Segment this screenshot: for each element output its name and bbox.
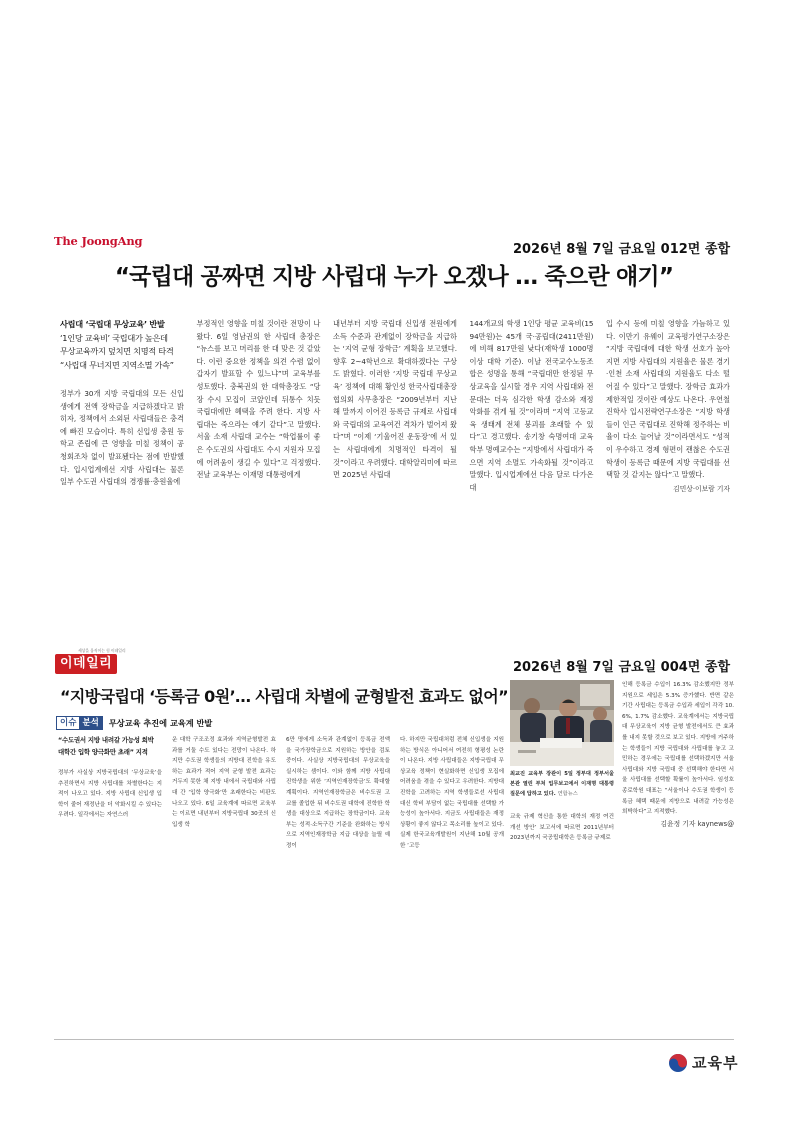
article2-paragraph: 다. 하지만 국립대처럼 전체 신입생을 지원하는 방식은 아니어서 여전히 형평성 논란이 나온다. 지방 사립대들은 지방국립대 무상교육 정책이 현실화하면 신입생 모집에 어려움을 겪을 수 있다고 우려한다. 지방대 진학을 고려하는 지역 학생들로선 사립대 대신 학비 부담이 없는 국립대를 선택할 가능성이 높아서다. 지금도 사립대들은 재정 상황이 좋지 않다고 목소리를 높이고 있다. 실제 한국교육개발원이 지난해 10월 공개한 ‘고등 [400,737,504,849]
footer-divider [54,1039,734,1040]
article1-paragraph: 입 수시 등에 미칠 영향을 가늠하고 있다. 이만기 유웨이 교육평가연구소장은 “지방 국립대에 대한 학생 선호가 높아지면 지방 사립대의 지원율은 물론 경기·인천 소재 사립대의 지원율도 다소 떨어질 수 있다”고 말했다. 장학금 효과가 제한적일 것이란 예상도 나온다. 우연철 진학사 입시전략연구소장은 “지방 학생들이 인근 국립대로 진학해 정주하는 비율이 다소 늘어날 것”이라면서도 “성적이 우수하고 경제 형편이 괜찮은 수도권 학생이 등록금 때문에 지방 국립대를 선택할 것 같지는 않다”고 말했다. [606,319,730,480]
article2-column-1 [58,735,162,819]
article1-byline: 김민상·이보람 기자 [673,484,730,493]
article2-subheads [58,735,162,758]
article1-column-1 [60,318,184,498]
article2-column-2 [172,735,276,828]
article2-tag-title: 무상교육 추진에 교육계 반발 [108,717,213,728]
article2-paragraph: 인해 등록금 수입이 16.3% 감소했지만 정부 지원으로 세입은 5.3% 증가했다. 반면 같은 기간 사립대는 등록금 수입과 세입이 각각 10.6%, 1.7% 감소했다. 교육계에서는 지방국립대 무상교육이 지방 균형 발전에서도 큰 효과를 내지 못할 것으로 보고 있다. 지방에 거주하는 학생들이 지방 국립대와 사립대를 놓고 고민하는 경우에는 국립대를 선택하겠지만 서울 사립대와 지방 국립대 중 선택해야 한다면 서울 사립대를 선택할 확률이 높아서다. 임성호 종로학원 대표는 “서울이나 수도권 학생이 등록금 혜택 때문에 지방으로 내려갈 가능성은 희박하다”고 지적했다. [622,682,734,816]
joongang-logo: The JoongAng [54,234,143,248]
article1-subhead: “사립대 무너지면 지역소멸 가속” [60,359,174,370]
article1-paragraph: 내년부터 지방 국립대 신입생 전원에게 소득 수준과 관계없이 장학금을 지급하는 ‘지역 균형 장학금’ 계획을 보고했다. 향후 2~4학년으로 확대하겠다는 구상도 밝혔다. 이러한 ‘지방 국립대 무상교육’ 정책에 대해 황인성 한국사립대총장협의회 사무총장은 “2009년부터 지난해 말까지 이어진 등록금 규제로 사립대와 국립대의 교육여건 격차가 벌어져 왔다”며 “이제 ‘기울어진 운동장’에 서 있는 사립대에게 치명적인 타격이 될 것”이라고 우려했다. 대학알리미에 따르면 2025년 사립대 [333,319,457,480]
article1-column-5 [606,318,730,498]
article2-photo-caption [510,770,614,799]
article2-body [58,735,504,849]
article1-subhead: 무상교육까지 덮치면 치명적 타격 [60,346,174,356]
article2-paragraph: 정부가 사실상 지방국립대의 ‘무상교육’을 추진하면서 지방 사립대를 차별한다는 지적이 나오고 있다. 지방 사립대 신입생 입학이 줄어 재정난을 더 악화시킬 수 있다는 우려다. 일각에서는 자연스러 [58,770,162,819]
article2-headline: “지방국립대 ‘등록금 0원’… 사립대 차별에 균형발전 효과도 없어” [60,687,509,706]
article2-subhead: 대학간 입학 양극화만 초래” 지적 [58,747,148,756]
article1-column-2 [197,318,321,498]
article2-paragraph: 운 대학 구조조정 효과와 지역균형발전 효과를 거둘 수도 있다는 전망이 나온다. 하지만 수도권 학생들의 지방대 진학을 유도하는 효과가 적어 지역 균형 발전 효과는 거두지 못한 채 지방 내에서 국립대와 사립대 간 ‘입학 양극화’만 초래한다는 비판도 나오고 있다. 6일 교육계에 따르면 교육부는 이르면 내년부터 지방국립대 30곳의 신입생 학 [172,737,276,828]
article2-column-4 [400,735,504,849]
article2-paragraph: 6만 명에게 소득과 관계없이 등록금 전액을 국가장학금으로 지원하는 방안을 검토 중이다. 사실상 지방국립대의 무상교육을 실시하는 셈이다. 이와 함께 지방 사립대 진학생을 위한 ‘지역인재장학금’도 확대할 계획이다. 지역인재장학금은 비수도권 고교를 졸업한 뒤 비수도권 대학에 진학한 학생을 대상으로 지급하는 장학금이다. 교육부는 성적·소득구간 기준을 완화하는 방식으로 지역인재장학금 지급 대상을 늘릴 예정이 [286,737,390,849]
article1-paragraph: 정부가 30개 지방 국립대의 모든 신입생에게 전액 장학금을 지급하겠다고 밝히자, 정책에서 소외된 사립대들은 충격에 빠진 모습이다. 특히 신입생 충원 등 학교 존립에 큰 영향을 미칠 정책이 공청회조차 없이 발표됐다는 점에 반발했다. 입시업계에선 지방 사립대는 물론 일부 수도권 사립대의 경쟁률·충원율에 [60,389,184,487]
article2-byline: 김윤정 기자 kaynews@ [660,819,734,828]
article2-subhead: “수도권서 지방 내려갈 가능성 희박 [58,736,154,744]
edaily-logo: 이데일리 [55,654,117,674]
issue-badge-right: 분석 [79,717,101,729]
article2-photo [510,680,614,766]
article1-paragraph: 부정적인 영향을 미칠 것이란 전망이 나왔다. 6일 영남권의 한 사립대 총장은 “뉴스를 보고 머리를 한 대 맞은 것 같았다. 이런 중요한 정책을 의견 수렴 없이 갑자기 발표할 수 있느냐”며 교육부를 성토했다. 충북권의 한 대학총장도 “당장 수시 모집이 코앞인데 뒤통수 치듯 국립대에만 혜택을 주려 한다. 지방 사립대는 죽으라는 얘기 같다”고 말했다. 서울 소재 사립대 교수는 “학업률이 좋은 수도권의 사립대도 수시 지원자 모집에 어려움이 생길 수 있다”고 걱정했다. 전날 교육부는 이재명 대통령에게 [196,319,321,480]
issue-badge-left: 이슈 [57,717,79,729]
article1-column-4 [470,318,594,498]
article2-column-last [622,680,734,826]
article2-column-under-photo: 교육 규제 혁신을 통한 대학의 재정 여건 개선 방안’ 보고서에 따르면 2011년부터 2023년까지 국공립대학은 등록금 규제로 [510,814,614,842]
article1-column-3 [333,318,457,498]
article1-subhead: ‘1인당 교육비’ 국립대가 높은데 [60,332,168,343]
article1-subheads [60,318,184,372]
article1-dateline: 2026년 8월 7일 금요일 012면 종합 [512,242,730,257]
issue-analysis-badge [56,716,103,730]
article1-subhead: 사립대 ‘국립대 무상교육’ 반발 [60,319,165,329]
photo-caption-text: 최교진 교육부 장관이 5일 정부대 정부서울 본관 열린 부처 업무보고에서 이재명 대통령 질문에 답하고 있다. [510,771,614,797]
article2-column-3 [286,735,390,849]
article2-section-tag [56,716,212,730]
taegeuk-emblem-icon [668,1053,688,1073]
ministry-name: 교육부 [692,1054,739,1072]
edaily-tagline: 세상을 움직이는 힘 이데일리 [78,648,126,653]
article1-body [60,318,730,498]
meeting-photo-illustration [510,680,614,766]
article2-dateline: 2026년 8월 7일 금요일 004면 종합 [512,660,730,675]
article1-headline: “국립대 공짜면 지방 사립대 누가 오겠나 … 죽으란 얘기” [114,264,674,290]
ministry-of-education-logo [668,1052,738,1073]
photo-credit: 연합뉴스 [557,790,578,797]
article1-paragraph: 144개교의 학생 1인당 평균 교육비(1594만원)는 45개 국·공립대(2411만원)에 비해 817만원 낮다(재학생 1000명 이상 대학 기준). 이날 전국교수노동조합은 성명을 통해 “국립대만 한정된 무상교육을 실시할 경우 지역 사립대와 전문대는 더욱 심각한 학생 감소와 재정 악화를 겪게 될 것”이라며 “지역 고등교육 생태계 전체 붕괴를 초래할 수 있다”고 경고했다. 송기창 숙명여대 교육학부 명예교수는 “지방에서 사립대가 죽으면 지역 소멸도 가속화될 것”이라고 말했다. 입시업계에선 다음 달로 다가온 대 [469,319,594,492]
